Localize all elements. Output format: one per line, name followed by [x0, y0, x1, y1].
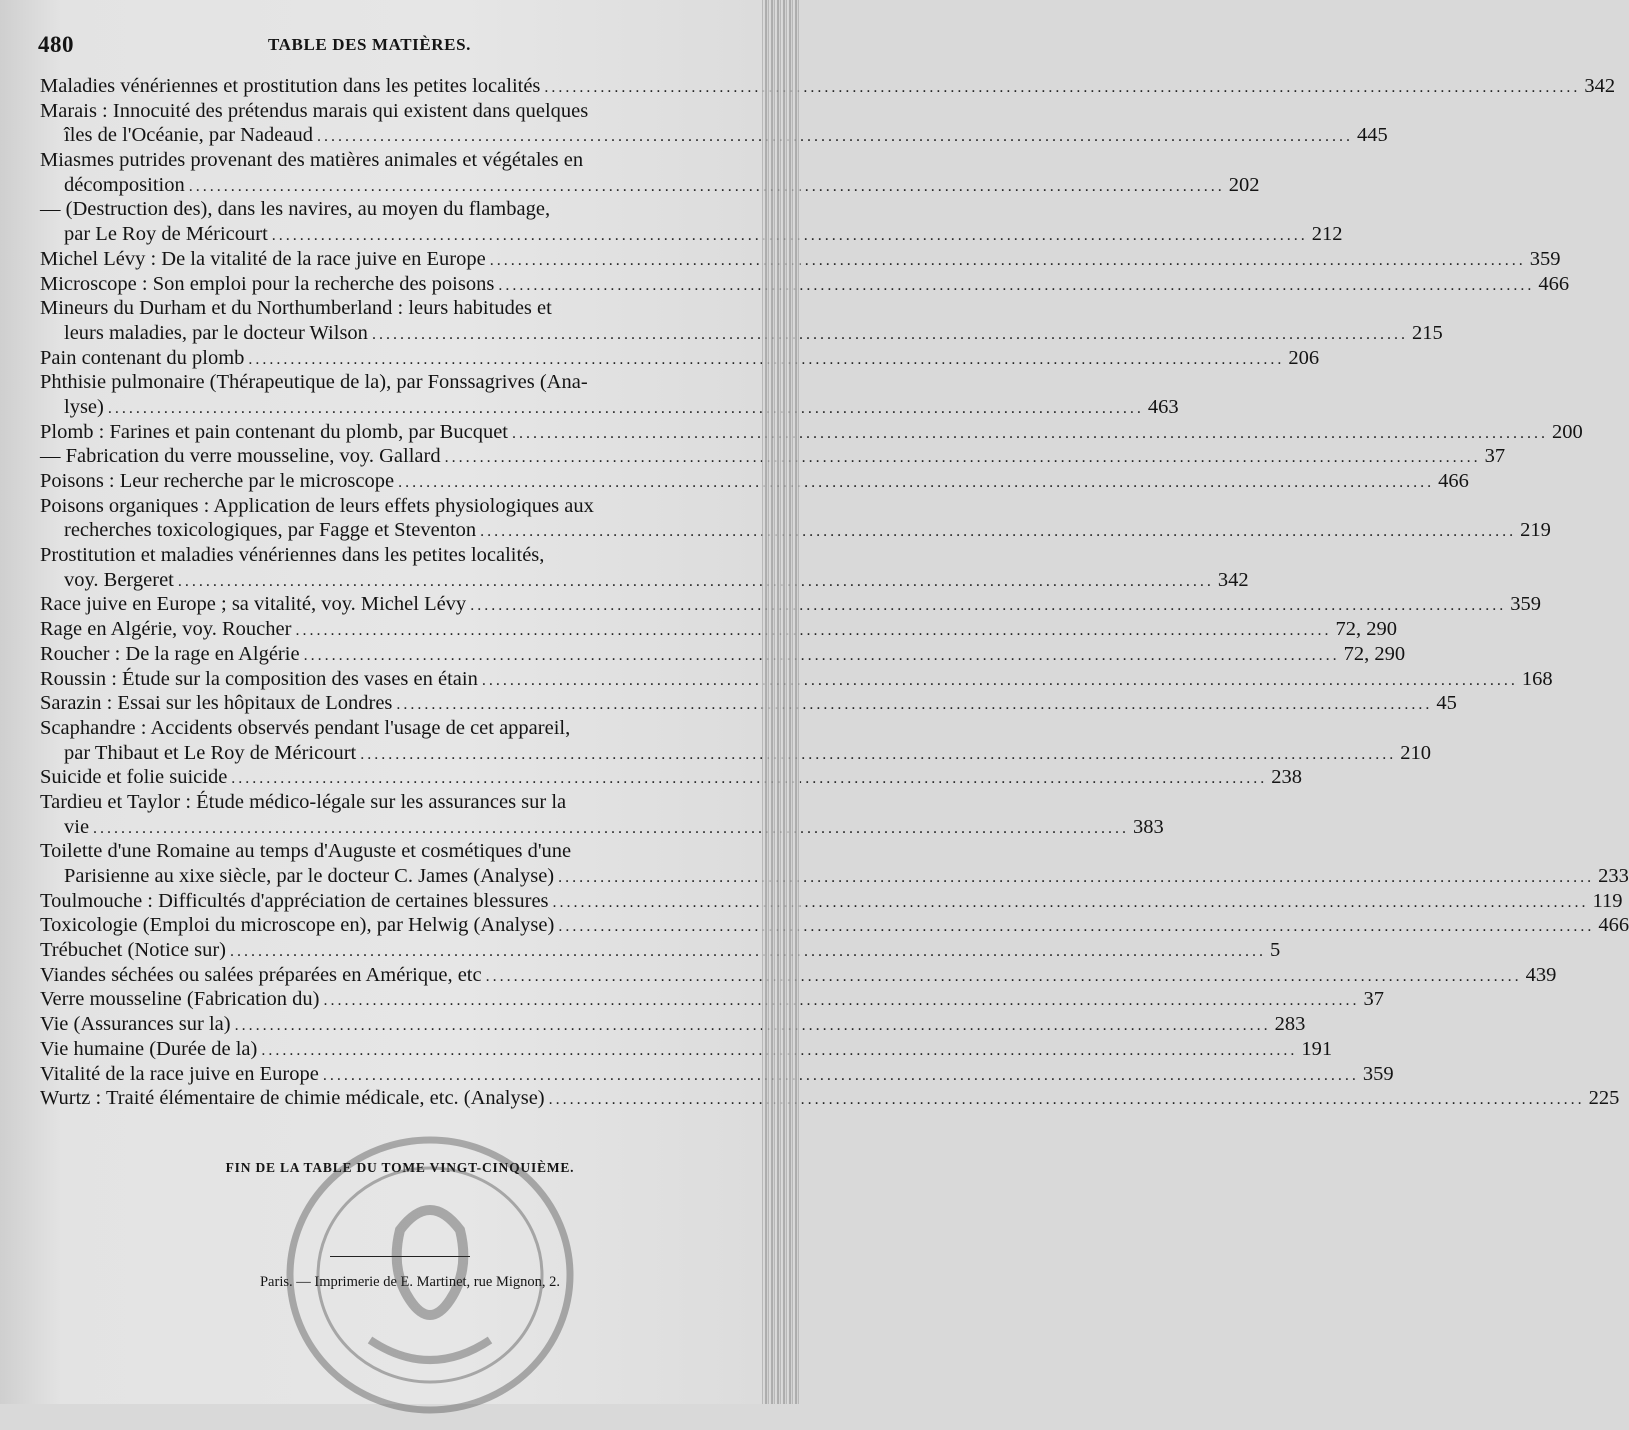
entry-text: — Fabrication du verre mousseline, voy. Gallard	[40, 445, 441, 468]
entry-heading-line	[40, 99, 735, 124]
dot-leader	[360, 743, 1396, 768]
entry-text: Trébuchet (Notice sur)	[40, 939, 226, 962]
dot-leader	[304, 644, 1340, 669]
entry-continuation-line	[40, 815, 1164, 840]
entry-heading-line	[40, 346, 1320, 371]
page-reference: 168	[1521, 667, 1553, 690]
page-reference: 342	[1584, 75, 1616, 97]
index-entry	[40, 889, 1623, 914]
entry-heading-line	[40, 74, 1616, 99]
entry-heading-line	[40, 272, 1570, 297]
index-entry	[40, 691, 1457, 716]
page-reference: 463	[1147, 395, 1179, 418]
page-reference: 37	[1484, 445, 1506, 468]
entry-text: Verre mousseline (Fabrication du)	[40, 988, 320, 1011]
entry-heading-line	[40, 148, 735, 173]
entry-text: Mineurs du Durham et du Northumberland : leurs habitudes et	[40, 297, 552, 320]
dot-leader	[544, 76, 1580, 101]
entry-continuation-line	[40, 321, 1443, 346]
index-entry	[40, 1037, 1333, 1062]
dot-leader	[231, 767, 1267, 792]
entry-text: Roussin : Étude sur la composition des vases en étain	[40, 667, 478, 690]
index-entry	[40, 1012, 1306, 1037]
entry-continuation-line	[40, 173, 1260, 198]
dot-leader	[398, 471, 1434, 496]
page-reference: 5	[1269, 939, 1281, 962]
entry-heading-line	[40, 592, 1541, 617]
index-entries	[40, 74, 1629, 1111]
page-edge	[762, 0, 800, 1404]
page-reference: 225	[1588, 1087, 1620, 1110]
entry-heading-line	[40, 444, 1506, 469]
index-entry	[40, 592, 1541, 617]
page-reference: 383	[1133, 815, 1164, 838]
entry-continuation-line	[40, 222, 1343, 247]
entry-text: Viandes séchées ou salées préparées en Amérique, etc	[40, 963, 482, 986]
index-entry	[40, 765, 1303, 790]
entry-text: Prostitution et maladies vénériennes dans les petites localités,	[40, 544, 545, 567]
index-entry	[40, 370, 1179, 419]
entry-text: Vie humaine (Durée de la)	[40, 1037, 258, 1060]
page-reference: 212	[1311, 223, 1343, 246]
dot-leader	[108, 397, 1144, 422]
index-entry	[40, 667, 1553, 692]
page-reference: 200	[1552, 420, 1583, 443]
page-reference: 202	[1228, 173, 1260, 196]
index-entry	[40, 938, 1281, 963]
index-entry	[40, 444, 1506, 469]
entry-continuation-line	[40, 123, 1388, 148]
dot-leader	[490, 249, 1526, 274]
entry-heading-line	[40, 543, 735, 568]
entry-continuation-line	[40, 518, 1551, 543]
entry-heading-line	[40, 642, 1406, 667]
entry-heading-line	[40, 839, 735, 864]
entry-heading-line	[40, 469, 1469, 494]
dot-leader	[549, 1088, 1585, 1113]
page-reference: 359	[1510, 593, 1541, 616]
index-entry	[40, 790, 1164, 839]
index-entry	[40, 296, 1443, 345]
entry-heading-line	[40, 691, 1457, 716]
entry-text: recherches toxicologiques, par Fagge et Steventon	[64, 519, 477, 542]
page-reference: 119	[1592, 889, 1623, 912]
page-reference: 72, 290	[1343, 642, 1406, 665]
page-reference: 439	[1525, 963, 1557, 986]
entry-text: Roucher : De la rage en Algérie	[40, 642, 300, 665]
entry-text: Tardieu et Taylor : Étude médico-légale sur les assurances sur la	[40, 790, 567, 813]
entry-text: leurs maladies, par le docteur Wilson	[64, 321, 368, 344]
index-entry	[40, 913, 1629, 938]
entry-text: voy. Bergeret	[64, 568, 174, 591]
entry-continuation-line	[40, 395, 1179, 420]
entry-text: Sarazin : Essai sur les hôpitaux de Londres	[40, 692, 393, 715]
index-entry	[40, 494, 1551, 543]
dot-leader	[482, 669, 1518, 694]
dot-leader	[445, 446, 1481, 471]
dot-leader	[295, 619, 1331, 644]
entry-heading-line	[40, 296, 735, 321]
index-entry	[40, 197, 1343, 246]
page-reference: 233	[1598, 865, 1629, 887]
index-entry	[40, 247, 1561, 272]
index-entry	[40, 272, 1570, 297]
entry-text: Marais : Innocuité des prétendus marais qui existent dans quelques	[40, 99, 589, 122]
index-entry	[40, 469, 1469, 494]
index-entry	[40, 716, 1431, 765]
page-reference: 215	[1411, 321, 1443, 344]
dot-leader	[486, 965, 1522, 990]
dot-leader	[558, 866, 1594, 891]
entry-heading-line	[40, 889, 1623, 914]
dot-leader	[323, 1064, 1359, 1089]
entry-text: Race juive en Europe ; sa vitalité, voy. Michel Lévy	[40, 593, 467, 616]
dot-leader	[178, 570, 1214, 595]
dot-leader	[372, 323, 1408, 348]
index-entry	[40, 543, 1249, 592]
dot-leader	[498, 274, 1534, 299]
dot-leader	[189, 175, 1225, 200]
entry-text: par Thibaut et Le Roy de Méricourt	[64, 741, 357, 764]
entry-heading-line	[40, 370, 735, 395]
library-stamp-icon	[250, 1110, 610, 1430]
dot-leader	[553, 891, 1589, 916]
entry-text: Rage en Algérie, voy. Roucher	[40, 618, 292, 641]
index-entry	[40, 1086, 1620, 1111]
index-entry	[40, 148, 1260, 197]
running-title: TABLE DES MATIÈRES.	[268, 35, 472, 54]
page-reference: 466	[1538, 272, 1570, 295]
entry-text: Suicide et folie suicide	[40, 766, 228, 789]
entry-text: Toulmouche : Difficultés d'appréciation de certaines blessures	[40, 889, 549, 912]
entry-text: décomposition	[64, 173, 185, 196]
index-entry	[40, 963, 1557, 988]
index-entry	[40, 642, 1406, 667]
dot-leader	[558, 915, 1594, 940]
entry-text: Toxicologie (Emploi du microscope en), par Helwig (Analyse)	[40, 914, 555, 937]
entry-heading-line	[40, 494, 735, 519]
page-reference: 342	[1217, 568, 1249, 591]
entry-text: îles de l'Océanie, par Nadeaud	[64, 124, 314, 147]
printer-imprint: Paris. — Imprimerie de E. Martinet, rue Mignon, 2.	[259, 1274, 560, 1290]
index-entry	[40, 1062, 1394, 1087]
entry-heading-line	[40, 790, 735, 815]
page-reference: 359	[1362, 1062, 1394, 1085]
entry-text: lyse)	[64, 395, 104, 418]
entry-continuation-line	[40, 568, 1249, 593]
dot-leader	[396, 693, 1432, 718]
index-entry	[40, 987, 1385, 1012]
entry-text: Wurtz : Traité élémentaire de chimie médicale, etc. (Analyse)	[40, 1087, 545, 1110]
end-of-table-note: FIN DE LA TABLE DU TOME VINGT-CINQUIÈME.	[225, 1160, 575, 1175]
entry-heading-line	[40, 963, 1557, 988]
entry-text: — (Destruction des), dans les navires, au moyen du flambage,	[40, 198, 551, 221]
entry-text: Toilette d'une Romaine au temps d'Auguste et cosmétiques d'une	[40, 840, 572, 863]
entry-text: Michel Lévy : De la vitalité de la race juive en Europe	[40, 247, 486, 270]
entry-text: Vie (Assurances sur la)	[40, 1013, 231, 1036]
page-reference: 466	[1598, 914, 1629, 937]
entry-heading-line	[40, 197, 735, 222]
entry-heading-line	[40, 420, 1583, 445]
page-reference: 219	[1520, 519, 1551, 542]
entry-text: Parisienne au xixe siècle, par le docteur C. James (Analyse)	[64, 865, 555, 887]
dot-leader	[324, 989, 1360, 1014]
page-reference: 359	[1529, 247, 1561, 270]
dot-leader	[93, 817, 1129, 842]
entry-text: Scaphandre : Accidents observés pendant l'usage de cet appareil,	[40, 716, 571, 739]
entry-text: Phthisie pulmonaire (Thérapeutique de la), par Fonssagrives (Ana-	[40, 371, 588, 394]
page-reference: 283	[1274, 1013, 1306, 1036]
entry-text: Plomb : Farines et pain contenant du plomb, par Bucquet	[40, 420, 508, 443]
page-reference: 466	[1438, 470, 1469, 492]
page-number: 480	[38, 32, 74, 57]
entry-text: Miasmes putrides provenant des matières animales et végétales en	[40, 149, 584, 172]
page-reference: 37	[1363, 988, 1385, 1011]
entry-heading-line	[40, 1012, 1306, 1037]
entry-text: Poisons organiques : Application de leurs effets physiologiques aux	[40, 494, 594, 517]
page-reference: 72, 290	[1335, 618, 1397, 641]
entry-continuation-line	[40, 741, 1431, 766]
dot-leader	[317, 125, 1353, 150]
page-reference: 191	[1301, 1037, 1333, 1060]
entry-heading-line	[40, 938, 1281, 963]
entry-heading-line	[40, 913, 1629, 938]
page-reference: 210	[1400, 741, 1431, 764]
entry-heading-line	[40, 667, 1553, 692]
entry-text: vie	[64, 815, 90, 838]
entry-heading-line	[40, 247, 1561, 272]
index-entry	[40, 74, 1616, 99]
dot-leader	[512, 422, 1548, 447]
entry-text: Vitalité de la race juive en Europe	[40, 1062, 319, 1085]
dot-leader	[235, 1014, 1271, 1039]
dot-leader	[470, 594, 1506, 619]
entry-heading-line	[40, 765, 1303, 790]
dot-leader	[230, 940, 1266, 965]
page-reference: 45	[1436, 692, 1457, 715]
index-entry	[40, 617, 1397, 642]
index-entry	[40, 99, 1388, 148]
page-reference: 238	[1271, 766, 1303, 789]
page-reference: 445	[1357, 124, 1388, 147]
entry-text: Microscope : Son emploi pour la recherche des poisons	[40, 272, 495, 295]
dot-leader	[480, 520, 1516, 545]
index-entry	[40, 346, 1320, 371]
entry-heading-line	[40, 617, 1397, 642]
entry-heading-line	[40, 1037, 1333, 1062]
page-reference: 206	[1288, 346, 1320, 369]
entry-heading-line	[40, 1086, 1620, 1111]
index-entry	[40, 420, 1583, 445]
entry-text: Maladies vénériennes et prostitution dans les petites localités	[40, 75, 541, 97]
entry-text: Poisons : Leur recherche par le microscope	[40, 470, 395, 492]
index-entry	[40, 839, 1629, 888]
entry-heading-line	[40, 1062, 1394, 1087]
entry-heading-line	[40, 987, 1385, 1012]
entry-text: Pain contenant du plomb	[40, 346, 245, 369]
entry-heading-line	[40, 716, 735, 741]
entry-text: par Le Roy de Méricourt	[64, 223, 268, 246]
entry-continuation-line	[40, 864, 1629, 889]
